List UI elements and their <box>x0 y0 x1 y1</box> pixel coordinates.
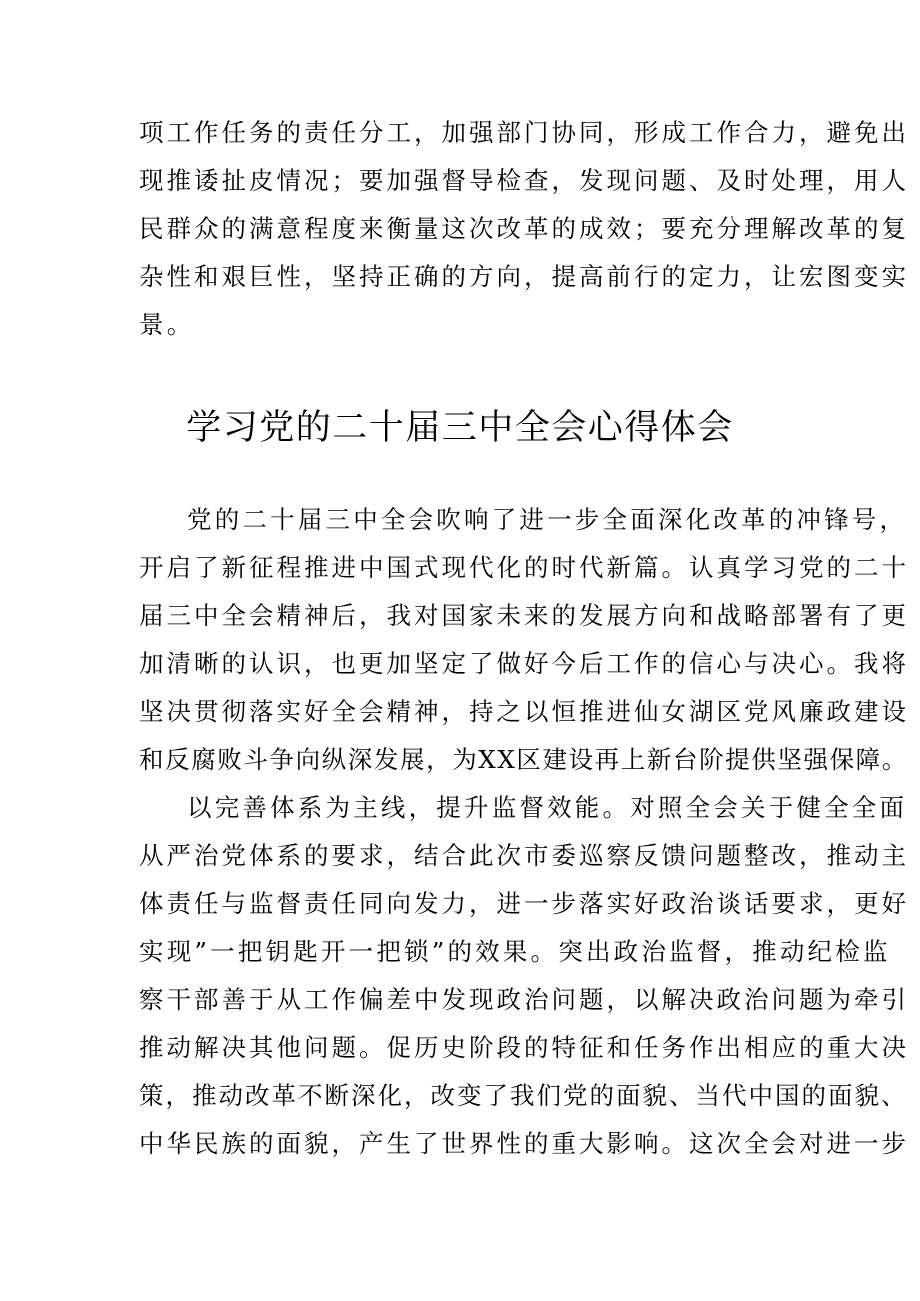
paragraph-line: 杂性和艰巨性，坚持正确的方向，提高前行的定力，让宏图变实 <box>139 262 909 291</box>
document-title: 学习党的二十届三中全会心得体会 <box>186 408 734 448</box>
paragraph-line: 策，推动改革不断深化，改变了我们党的面貌、当代中国的面貌、 <box>139 1081 908 1110</box>
paragraph-line: 届三中全会精神后，我对国家未来的发展方向和战略部署有了更 <box>139 601 909 630</box>
paragraph-line: 察干部善于从工作偏差中发现政治问题，以解决政治问题为牵引 <box>139 985 909 1014</box>
paragraph-1 <box>139 496 909 784</box>
paragraph-line: 实现”一把钥匙开一把锁”的效果。突出政治监督，推动纪检监 <box>139 937 891 966</box>
paragraph-line: 项工作任务的责任分工，加强部门协同，形成工作合力，避免出 <box>139 118 909 147</box>
paragraph-line: 推动解决其他问题。促历史阶段的特征和任务作出相应的重大决 <box>139 1033 909 1062</box>
paragraph-line: 民群众的满意程度来衡量这次改革的成效；要充分理解改革的复 <box>139 214 909 243</box>
paragraph-line: 开启了新征程推进中国式现代化的时代新篇。认真学习党的二十 <box>139 553 909 582</box>
paragraph-line: 以完善体系为主线，提升监督效能。对照全会关于健全全面 <box>187 793 908 822</box>
paragraph-line: 从严治党体系的要求，结合此次市委巡察反馈问题整改，推动主 <box>139 841 909 870</box>
paragraph-line: 党的二十届三中全会吹响了进一步全面深化改革的冲锋号， <box>187 505 908 534</box>
paragraph-line: 现推诿扯皮情况；要加强督导检查，发现问题、及时处理，用人 <box>139 166 909 195</box>
paragraph-line: 中华民族的面貌，产生了世界性的重大影响。这次全会对进一步 <box>139 1129 909 1158</box>
paragraph-line: 加清晰的认识，也更加坚定了做好今后工作的信心与决心。我将 <box>139 649 909 678</box>
paragraph-line: 和反腐败斗争向纵深发展，为XX区建设再上新台阶提供坚强保障。 <box>139 745 908 774</box>
continuation-paragraph <box>139 109 909 349</box>
paragraph-line: 体责任与监督责任同向发力，进一步落实好政治谈话要求，更好 <box>139 889 909 918</box>
paragraph-line: 景。 <box>139 310 195 339</box>
paragraph-2 <box>139 784 909 1168</box>
paragraph-line: 坚决贯彻落实好全会精神，持之以恒推进仙女湖区党风廉政建设 <box>139 697 909 726</box>
